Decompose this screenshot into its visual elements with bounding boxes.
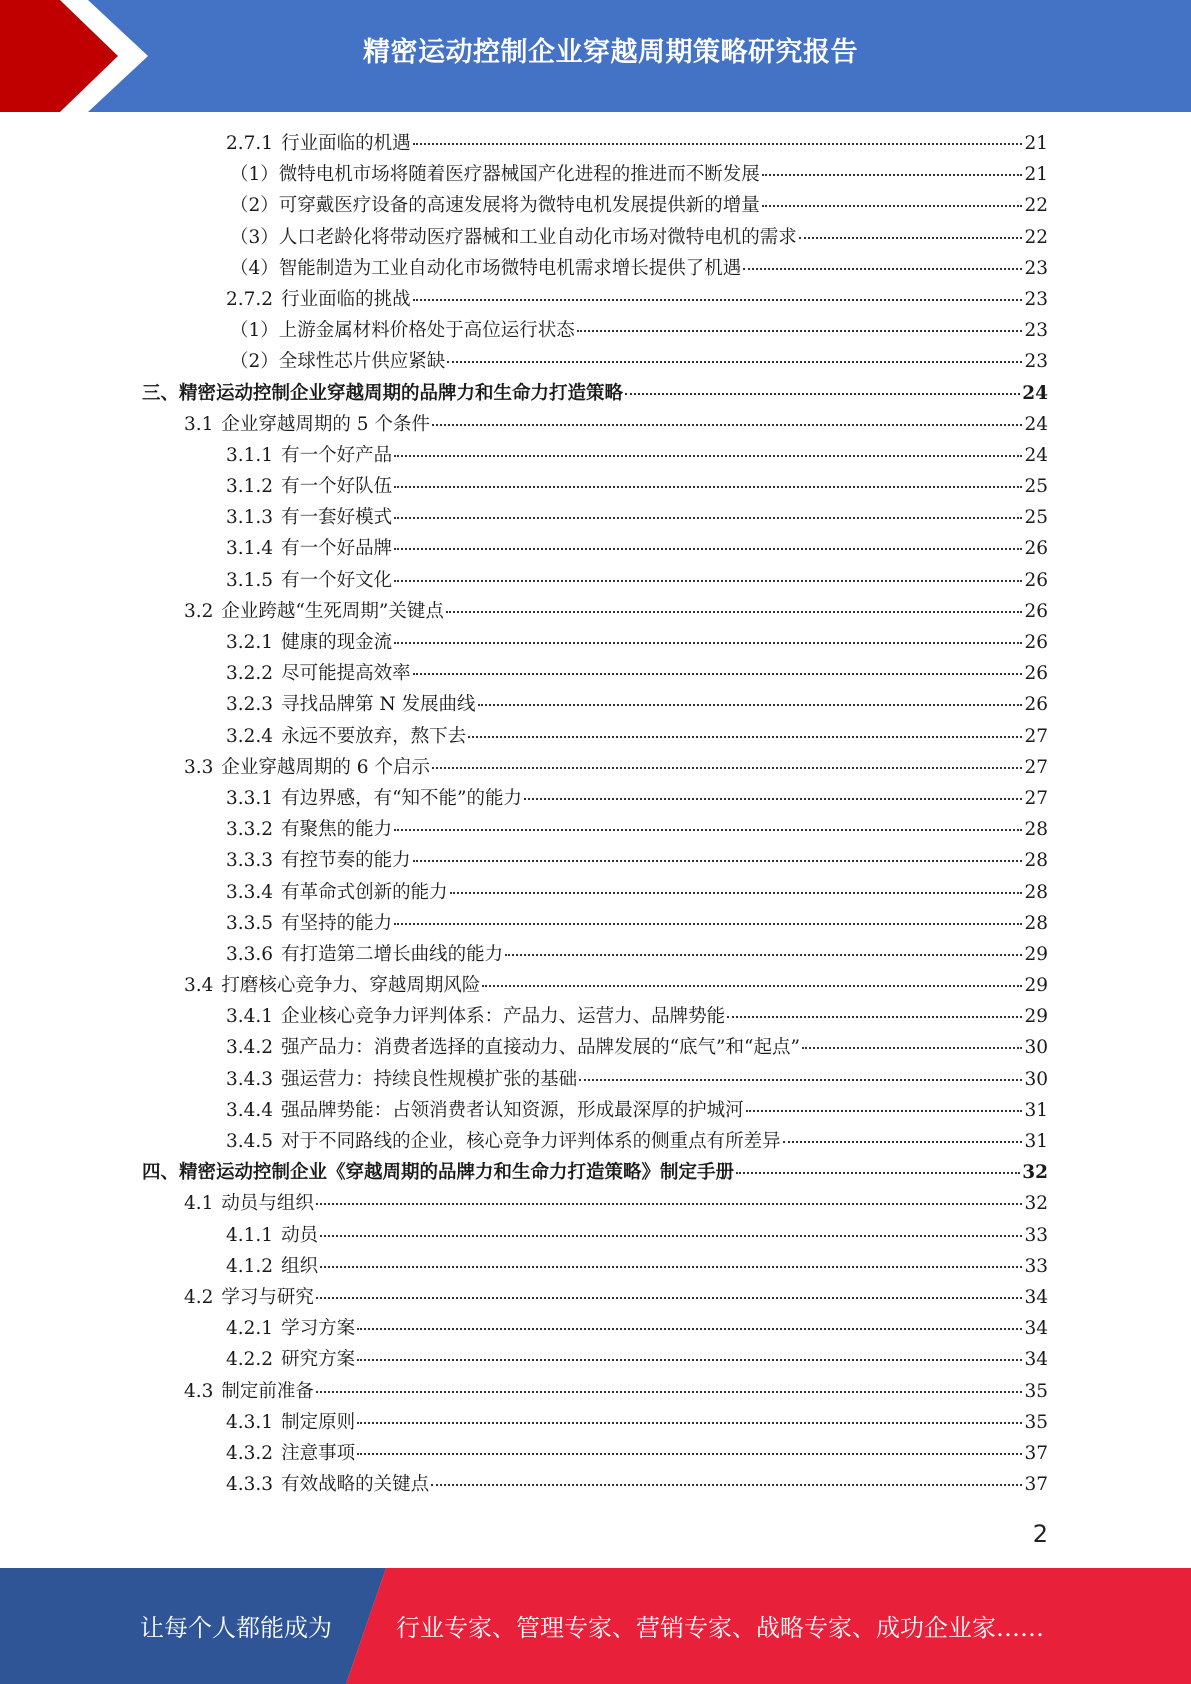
toc-entry-label	[184, 970, 480, 1001]
toc-entry[interactable]	[142, 128, 1048, 159]
toc-entry[interactable]	[142, 845, 1048, 876]
toc-entry-title: 强产品力：消费者选择的直接动力、品牌发展的“底气”和“起点”	[281, 1037, 800, 1059]
toc-entry-title: 组织	[281, 1255, 319, 1277]
toc-entry-page: 25	[1024, 507, 1048, 529]
toc-dot-leader	[316, 1203, 1023, 1205]
toc-entry-number: 3.4.1	[226, 1006, 274, 1028]
toc-dot-leader	[799, 237, 1023, 239]
toc-entry[interactable]	[142, 346, 1048, 377]
toc-entry[interactable]	[142, 1469, 1048, 1500]
toc-entry-number: 2.7.1	[226, 133, 274, 154]
toc-entry-title: 企业穿越周期的 5 个条件	[221, 413, 430, 435]
toc-dot-leader	[579, 1079, 1022, 1081]
toc-entry[interactable]	[142, 315, 1048, 346]
toc-entry-label	[226, 1064, 577, 1095]
toc-dot-leader	[394, 455, 1022, 457]
toc-dot-leader	[413, 143, 1023, 145]
toc-entry-title: 有一个好队伍	[281, 476, 393, 498]
toc-dot-leader	[482, 985, 1022, 987]
toc-dot-leader	[446, 611, 1023, 613]
toc-entry-label	[226, 1095, 744, 1126]
toc-entry-label	[184, 1188, 314, 1219]
toc-entry-page: 23	[1024, 257, 1048, 279]
toc-entry-label	[230, 253, 741, 284]
toc-entry[interactable]	[142, 1220, 1048, 1251]
toc-entry-label	[226, 1344, 355, 1375]
toc-entry-label	[226, 471, 392, 502]
toc-entry-label	[142, 378, 623, 409]
toc-entry-label	[226, 658, 411, 689]
toc-entry[interactable]	[142, 1282, 1048, 1313]
toc-entry-label	[226, 721, 466, 752]
toc-entry[interactable]	[142, 1095, 1048, 1126]
toc-dot-leader	[577, 330, 1023, 332]
toc-entry[interactable]	[142, 440, 1048, 471]
toc-entry-number: 3.3.1	[226, 787, 274, 809]
toc-entry[interactable]	[142, 752, 1048, 783]
toc-entry-page: 23	[1024, 320, 1048, 342]
toc-entry-label	[226, 877, 448, 908]
toc-entry-title: 永远不要放弃，熬下去	[281, 725, 467, 747]
toc-entry-title: 行业面临的挑战	[281, 288, 411, 310]
toc-entry-page: 26	[1024, 694, 1048, 716]
toc-dot-leader	[357, 1328, 1022, 1330]
toc-entry-number: 4.2	[184, 1286, 214, 1308]
toc-entry-number: 4.2.1	[226, 1318, 274, 1340]
toc-entry-number: 3.3.3	[226, 850, 274, 872]
toc-entry-title: 有坚持的能力	[281, 912, 393, 934]
toc-entry-label	[230, 222, 797, 253]
toc-entry-number: 2.7.2	[226, 288, 274, 310]
toc-dot-leader	[394, 829, 1022, 831]
toc-entry-page: 24	[1022, 382, 1048, 404]
toc-entry[interactable]	[142, 689, 1048, 720]
toc-entry[interactable]	[142, 658, 1048, 689]
toc-entry-page: 35	[1024, 1411, 1048, 1433]
toc-dot-leader	[413, 299, 1023, 301]
toc-entry-title: 有一个好产品	[281, 444, 393, 466]
toc-dot-leader	[357, 1422, 1022, 1424]
toc-entry-page: 33	[1024, 1224, 1048, 1246]
toc-dot-leader	[625, 393, 1020, 395]
toc-entry[interactable]	[142, 877, 1048, 908]
toc-entry[interactable]	[142, 1407, 1048, 1438]
toc-entry[interactable]	[142, 284, 1048, 315]
toc-entry-title: 健康的现金流	[281, 632, 393, 653]
page-header	[0, 0, 1191, 112]
toc-entry-number: 3.4	[184, 975, 214, 997]
toc-entry-page: 26	[1024, 600, 1048, 622]
toc-entry-page: 28	[1024, 819, 1048, 841]
toc-entry-title: 有革命式创新的能力	[281, 881, 448, 903]
toc-entry-number: 3.1.3	[226, 507, 274, 529]
toc-entry-label	[226, 1251, 318, 1282]
toc-entry-page: 29	[1024, 1006, 1048, 1028]
toc-entry-number: 3.4.3	[226, 1068, 274, 1090]
toc-dot-leader	[762, 174, 1023, 176]
toc-entry-number: 4.2.2	[226, 1349, 274, 1371]
toc-entry-page: 24	[1024, 413, 1048, 435]
toc-entry[interactable]	[142, 1188, 1048, 1219]
toc-entry[interactable]	[142, 1001, 1048, 1032]
toc-dot-leader	[394, 642, 1022, 644]
toc-dot-leader	[432, 424, 1022, 426]
toc-entry-title: 有聚焦的能力	[281, 819, 393, 841]
toc-entry-title: （3）人口老龄化将带动医疗器械和工业自动化市场对微特电机的需求	[230, 226, 797, 248]
toc-entry[interactable]	[142, 970, 1048, 1001]
toc-entry-page: 26	[1024, 538, 1048, 560]
toc-entry-title: 尽可能提高效率	[281, 663, 411, 685]
toc-entry[interactable]	[142, 1344, 1048, 1375]
toc-entry-label	[226, 627, 392, 658]
toc-entry-page: 21	[1024, 133, 1048, 154]
toc-entry-title: 注意事项	[281, 1442, 356, 1464]
toc-entry-page: 32	[1024, 1193, 1048, 1215]
toc-entry-label	[184, 409, 430, 440]
toc-entry[interactable]	[142, 1032, 1048, 1063]
toc-entry-page: 31	[1024, 1099, 1048, 1121]
toc-entry-title: 有一个好品牌	[281, 538, 393, 560]
toc-entry-title: 有效战略的关键点	[281, 1474, 430, 1496]
toc-entry-number: 3.3.6	[226, 943, 274, 965]
toc-dot-leader	[320, 1266, 1022, 1268]
toc-entry[interactable]	[142, 1157, 1048, 1188]
toc-entry-label	[226, 845, 411, 876]
toc-entry-page: 25	[1024, 476, 1048, 498]
toc-dot-leader	[505, 954, 1022, 956]
toc-entry-page: 26	[1024, 569, 1048, 591]
toc-entry-title: （2）可穿戴医疗设备的高速发展将为微特电机发展提供新的增量	[230, 195, 760, 217]
toc-entry-page: 34	[1024, 1318, 1048, 1340]
toc-entry[interactable]	[142, 222, 1048, 253]
toc-entry-label	[230, 159, 760, 190]
toc-dot-leader	[478, 704, 1023, 706]
toc-entry-label	[226, 440, 392, 471]
toc-entry-label	[226, 284, 411, 315]
toc-entry-title: 学习与研究	[221, 1286, 314, 1308]
toc-entry-label	[230, 190, 760, 221]
toc-entry-title: 动员与组织	[221, 1193, 314, 1215]
toc-entry-title: 有一个好文化	[281, 569, 393, 591]
toc-dot-leader	[432, 767, 1022, 769]
toc-entry-page: 34	[1024, 1349, 1048, 1371]
toc-entry-label	[226, 1001, 725, 1032]
toc-entry-number: 3.3.4	[226, 881, 274, 903]
toc-dot-leader	[394, 923, 1022, 925]
toc-entry[interactable]	[142, 253, 1048, 284]
toc-entry-title: （2）全球性芯片供应紧缺	[230, 351, 446, 373]
toc-entry-title: 学习方案	[281, 1318, 356, 1340]
toc-entry[interactable]	[142, 190, 1048, 221]
toc-entry-title: （4）智能制造为工业自动化市场微特电机需求增长提供了机遇	[230, 257, 742, 279]
toc-dot-leader	[316, 1391, 1023, 1393]
toc-entry-number: 3.2	[184, 600, 214, 622]
toc-entry-label	[226, 1032, 800, 1063]
toc-dot-leader	[727, 1016, 1022, 1018]
toc-entry-title: 寻找品牌第 N 发展曲线	[281, 694, 476, 716]
toc-entry-page: 27	[1024, 725, 1048, 747]
toc-entry-page: 22	[1024, 195, 1048, 217]
toc-dot-leader	[413, 860, 1023, 862]
toc-entry[interactable]	[142, 378, 1048, 409]
toc-entry[interactable]	[142, 814, 1048, 845]
toc-entry-title: 动员	[281, 1224, 319, 1246]
toc-dot-leader	[413, 673, 1023, 675]
toc-dot-leader	[802, 1047, 1023, 1049]
toc-entry-page: 35	[1024, 1380, 1048, 1402]
toc-entry-label	[226, 565, 392, 596]
toc-entry-number: 3.4.4	[226, 1099, 274, 1121]
table-of-contents	[142, 128, 1048, 1500]
toc-entry-number: 4.3.1	[226, 1411, 274, 1433]
page-footer	[0, 1568, 1191, 1684]
toc-entry-page: 23	[1024, 351, 1048, 373]
toc-entry-page: 32	[1022, 1162, 1048, 1184]
toc-entry-title: 制定前准备	[221, 1380, 314, 1402]
toc-entry[interactable]	[142, 533, 1048, 564]
toc-dot-leader	[746, 1110, 1023, 1112]
toc-entry-label	[142, 1157, 734, 1188]
toc-entry-number: 3.1.4	[226, 538, 274, 560]
toc-entry-title: 企业穿越周期的 6 个启示	[221, 756, 430, 778]
toc-entry-label	[226, 908, 392, 939]
toc-entry[interactable]	[142, 627, 1048, 658]
toc-entry-title: 有一套好模式	[281, 507, 393, 529]
toc-entry[interactable]	[142, 1313, 1048, 1344]
toc-entry-page: 27	[1024, 756, 1048, 778]
footer-slogan-right: 行业专家、管理专家、营销专家、战略专家、成功企业家……	[396, 1614, 1044, 1642]
toc-entry[interactable]	[142, 1064, 1048, 1095]
toc-entry[interactable]	[142, 721, 1048, 752]
toc-entry-page: 29	[1024, 975, 1048, 997]
toc-entry-number: 3.1	[184, 413, 214, 435]
toc-entry-label	[226, 1313, 355, 1344]
toc-dot-leader	[524, 798, 1022, 800]
toc-entry-label	[226, 689, 476, 720]
toc-dot-leader	[316, 1297, 1023, 1299]
toc-entry-number: 3.2.3	[226, 694, 274, 716]
toc-entry-label	[184, 596, 444, 627]
toc-entry[interactable]	[142, 1376, 1048, 1407]
toc-entry-label	[226, 783, 522, 814]
toc-entry-page: 28	[1024, 912, 1048, 934]
toc-entry[interactable]	[142, 565, 1048, 596]
toc-entry-label	[226, 814, 392, 845]
toc-entry-number: 4.3.3	[226, 1474, 274, 1496]
toc-entry-label	[226, 939, 503, 970]
toc-entry-title: 四、精密运动控制企业《穿越周期的品牌力和生命力打造策略》制定手册	[142, 1162, 735, 1184]
toc-entry-title: 三、精密运动控制企业穿越周期的品牌力和生命力打造策略	[142, 382, 624, 404]
toc-dot-leader	[431, 1484, 1022, 1486]
toc-entry-label	[226, 1469, 429, 1500]
toc-entry-title: 有边界感，有“知不能”的能力	[281, 787, 522, 809]
toc-entry-page: 34	[1024, 1286, 1048, 1308]
toc-entry-label	[226, 1126, 781, 1157]
toc-entry-number: 3.3	[184, 756, 214, 778]
toc-dot-leader	[762, 205, 1023, 207]
toc-entry-label	[226, 1407, 355, 1438]
toc-dot-leader	[743, 268, 1022, 270]
toc-entry[interactable]	[142, 908, 1048, 939]
toc-entry-label	[226, 1220, 318, 1251]
toc-entry-title: 企业核心竞争力评判体系：产品力、运营力、品牌势能	[281, 1006, 726, 1028]
toc-dot-leader	[394, 580, 1022, 582]
toc-entry-number: 3.2.1	[226, 632, 274, 653]
toc-entry-page: 24	[1024, 444, 1048, 466]
toc-entry-title: 企业跨越“生死周期”关键点	[221, 600, 444, 622]
toc-dot-leader	[736, 1172, 1020, 1174]
toc-dot-leader	[468, 736, 1022, 738]
toc-entry-label	[230, 315, 575, 346]
toc-entry-title: 有控节奏的能力	[281, 850, 411, 872]
toc-entry-page: 28	[1024, 850, 1048, 872]
toc-entry-page: 28	[1024, 881, 1048, 903]
toc-entry[interactable]	[142, 159, 1048, 190]
toc-entry[interactable]	[142, 1438, 1048, 1469]
toc-entry-page: 37	[1024, 1474, 1048, 1496]
toc-dot-leader	[450, 892, 1023, 894]
toc-entry-number: 4.3.2	[226, 1442, 274, 1464]
toc-entry-number: 3.2.4	[226, 725, 274, 747]
toc-entry-label	[226, 533, 392, 564]
toc-entry-title: 强运营力：持续良性规模扩张的基础	[281, 1068, 578, 1090]
toc-entry-label	[230, 346, 445, 377]
toc-entry-page: 30	[1024, 1068, 1048, 1090]
toc-entry-title: 对于不同路线的企业，核心竞争力评判体系的侧重点有所差异	[281, 1131, 781, 1152]
toc-entry-title: 强品牌势能：占领消费者认知资源，形成最深厚的护城河	[281, 1099, 744, 1121]
toc-dot-leader	[394, 517, 1022, 519]
toc-entry-page: 23	[1024, 288, 1048, 310]
toc-entry-label	[184, 1282, 314, 1313]
toc-entry-label	[226, 1438, 355, 1469]
toc-entry-title: 有打造第二增长曲线的能力	[281, 943, 504, 965]
toc-entry-page: 27	[1024, 787, 1048, 809]
toc-dot-leader	[394, 548, 1022, 550]
toc-entry-page: 33	[1024, 1255, 1048, 1277]
toc-entry[interactable]	[142, 1126, 1048, 1157]
toc-dot-leader	[783, 1141, 1023, 1143]
toc-entry-number: 3.3.2	[226, 819, 274, 841]
toc-entry-number: 4.3	[184, 1380, 214, 1402]
toc-entry-title: （1）微特电机市场将随着医疗器械国产化进程的推进而不断发展	[230, 164, 760, 186]
toc-entry[interactable]	[142, 502, 1048, 533]
toc-dot-leader	[394, 486, 1022, 488]
toc-entry-title: 行业面临的机遇	[281, 133, 411, 154]
toc-entry-label	[184, 1376, 314, 1407]
toc-entry-page: 21	[1024, 164, 1048, 186]
toc-entry-number: 3.1.2	[226, 476, 274, 498]
toc-entry-page: 31	[1024, 1131, 1048, 1152]
page-number: 2	[1032, 1520, 1048, 1548]
toc-entry-number: 3.4.5	[226, 1131, 274, 1152]
report-title: 精密运动控制企业穿越周期策略研究报告	[363, 37, 858, 68]
toc-entry[interactable]	[142, 471, 1048, 502]
toc-dot-leader	[357, 1359, 1022, 1361]
toc-dot-leader	[447, 361, 1022, 363]
toc-entry-number: 3.1.1	[226, 444, 274, 466]
toc-entry[interactable]	[142, 1251, 1048, 1282]
toc-entry-label	[226, 128, 411, 159]
toc-entry-number: 3.1.5	[226, 569, 274, 591]
toc-entry-page: 22	[1024, 226, 1048, 248]
toc-entry-label	[226, 502, 392, 533]
toc-entry-title: 制定原则	[281, 1411, 356, 1433]
toc-entry[interactable]	[142, 596, 1048, 627]
toc-dot-leader	[320, 1235, 1022, 1237]
toc-entry-page: 30	[1024, 1037, 1048, 1059]
toc-entry-number: 3.3.5	[226, 912, 274, 934]
toc-entry[interactable]	[142, 783, 1048, 814]
toc-entry-title: 打磨核心竞争力、穿越周期风险	[221, 975, 481, 997]
toc-entry-number: 3.2.2	[226, 663, 274, 685]
toc-entry-number: 4.1.1	[226, 1224, 274, 1246]
toc-entry-number: 4.1	[184, 1193, 214, 1215]
toc-entry[interactable]	[142, 939, 1048, 970]
toc-entry-title: （1）上游金属材料价格处于高位运行状态	[230, 320, 575, 342]
toc-entry-number: 3.4.2	[226, 1037, 274, 1059]
toc-dot-leader	[357, 1453, 1022, 1455]
toc-entry-label	[184, 752, 430, 783]
toc-entry-page: 26	[1024, 663, 1048, 685]
toc-entry-page: 26	[1024, 632, 1048, 653]
toc-entry-page: 37	[1024, 1442, 1048, 1464]
footer-slogan-left: 让每个人都能成为	[140, 1614, 332, 1642]
toc-entry-page: 29	[1024, 943, 1048, 965]
toc-entry[interactable]	[142, 409, 1048, 440]
toc-entry-title: 研究方案	[281, 1349, 356, 1371]
toc-entry-number: 4.1.2	[226, 1255, 274, 1277]
